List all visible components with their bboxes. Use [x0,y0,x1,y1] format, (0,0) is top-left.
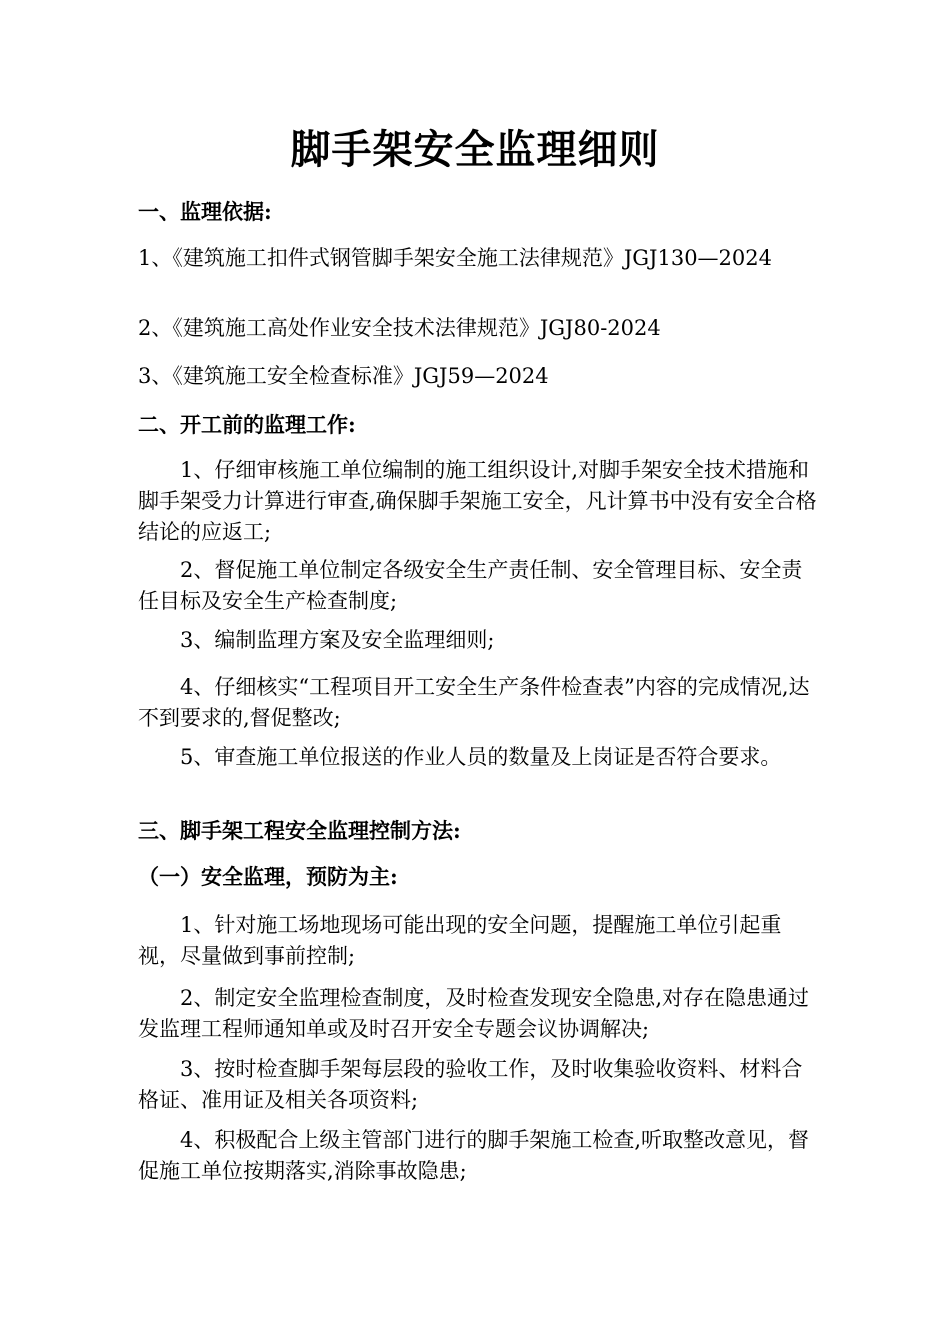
section3-item-2: 2、制定安全监理检查制度，及时检查发现安全隐患,对存在隐患通过发监理工程师通知单或及时召开安全专题会议协调解决; [138,986,810,1041]
section1-item-2: 2、《建筑施工高处作业安全技术法律规范》JGJ80-2024 [138,316,661,340]
document-title: 脚手架安全监理细则 [290,126,660,173]
section2-item-5: 5、审查施工单位报送的作业人员的数量及上岗证是否符合要求。 [180,745,782,769]
section2-item-3: 3、编制监理方案及安全监理细则; [180,628,495,652]
section1-heading: 一、监理依据: [138,199,272,224]
section2-item-2: 2、督促施工单位制定各级安全生产责任制、安全管理目标、安全责任目标及安全生产检查制度; [138,558,803,613]
section3-subheading: （一）安全监理，预防为主: [138,864,398,889]
section2-item-1: 1、仔细审核施工单位编制的施工组织设计,对脚手架安全技术措施和脚手架受力计算进行审查,确保脚手架施工安全，凡计算书中没有安全合格结论的应返工; [138,458,817,544]
section3-item-1: 1、针对施工场地现场可能出现的安全问题，提醒施工单位引起重视，尽量做到事前控制; [138,913,782,968]
section1-item-3: 3、《建筑施工安全检查标准》JGJ59—2024 [138,364,549,388]
section3-item-3: 3、按时检查脚手架每层段的验收工作，及时收集验收资料、材料合格证、准用证及相关各项资料; [138,1057,803,1112]
section1-item-1: 1、《建筑施工扣件式钢管脚手架安全施工法律规范》JGJ130—2024 [138,246,772,270]
section2-item-4: 4、仔细核实“工程项目开工安全生产条件检查表”内容的完成情况,达不到要求的,督促整改; [138,675,810,730]
section2-heading: 二、开工前的监理工作: [138,412,356,437]
section3-item-4: 4、积极配合上级主管部门进行的脚手架施工检查,听取整改意见，督促施工单位按期落实,消除事故隐患; [138,1128,810,1183]
section3-heading: 三、脚手架工程安全监理控制方法: [138,818,461,843]
